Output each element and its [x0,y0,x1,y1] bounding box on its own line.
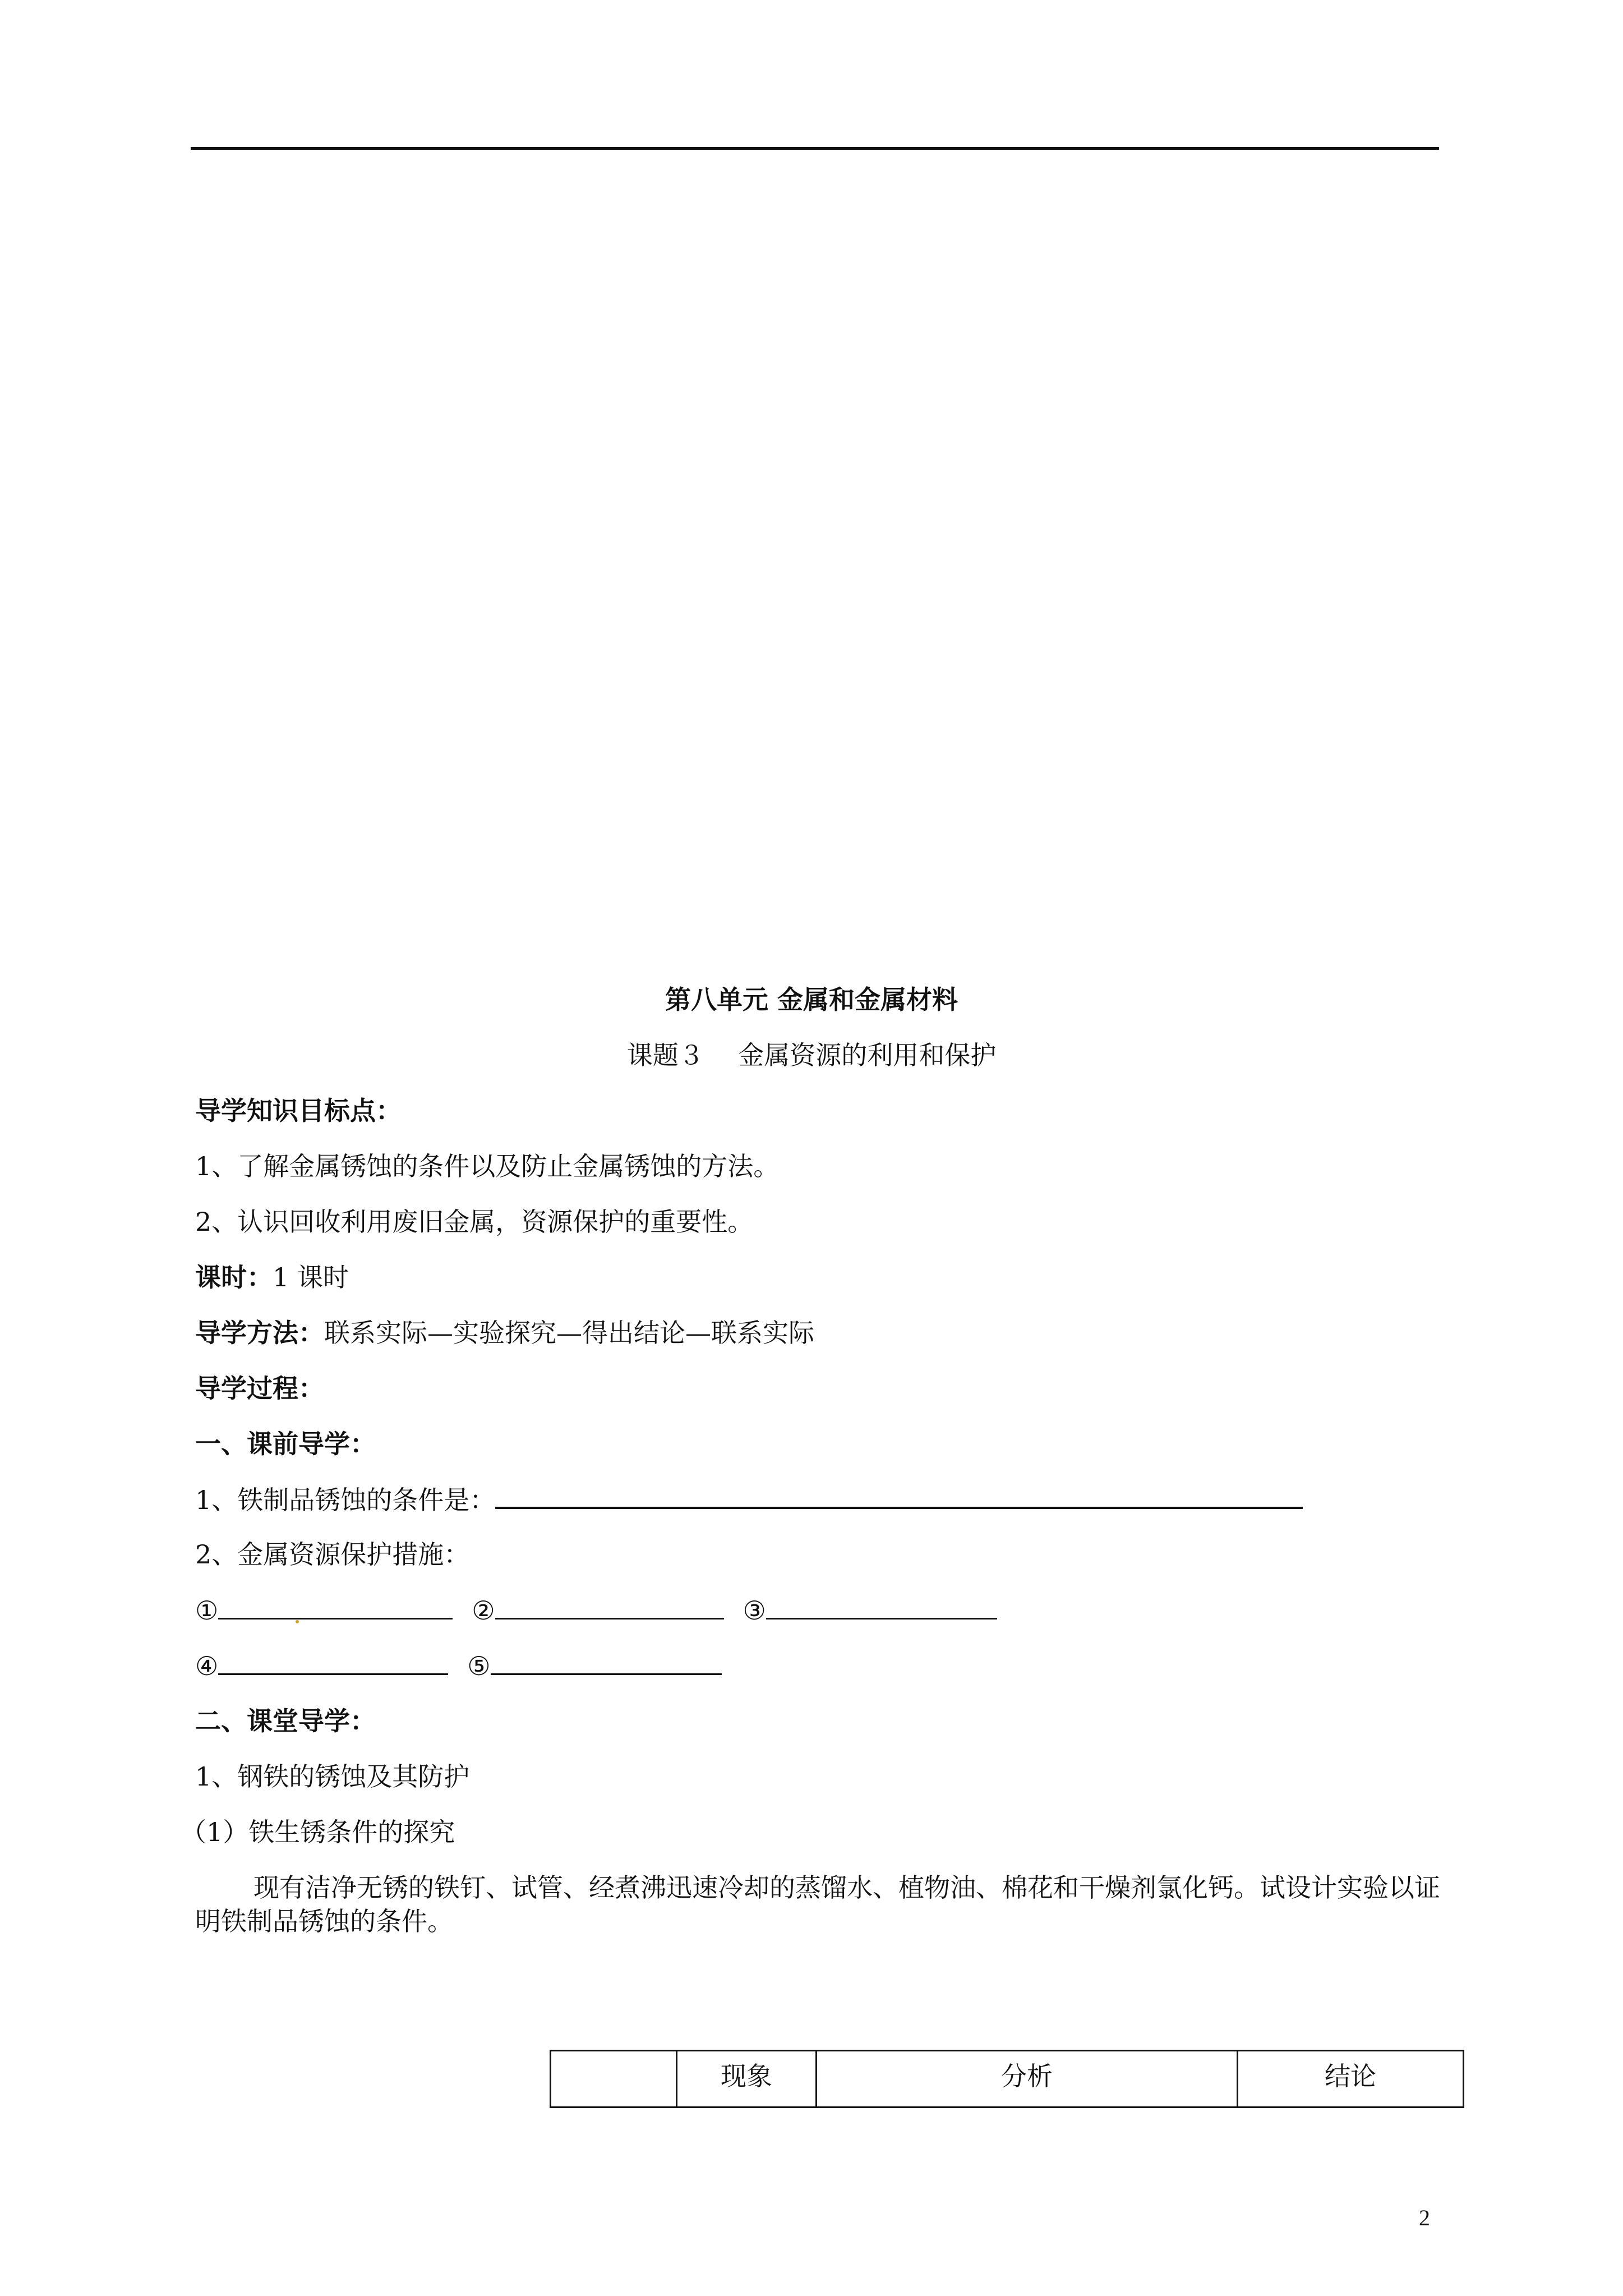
class-hours [195,1260,349,1294]
marker-5: ⑤ [467,1651,491,1681]
experiment-table [550,2050,1464,2108]
class-hours-value: 1 课时 [273,1262,349,1292]
answer-blank-4[interactable] [218,1649,448,1675]
table-header-cell: 结论 [1238,2051,1464,2108]
question-protection: 2、金属资源保护措施： [195,1539,470,1570]
method [195,1316,814,1350]
method-value: 联系实际—实验探究—得出结论—联系实际 [324,1318,814,1348]
answer-blank-2[interactable] [495,1593,724,1619]
section1-heading: 一、课前导学： [195,1429,376,1459]
objectives-heading: 导学知识目标点： [195,1096,402,1126]
table-header-cell [551,2051,677,2108]
marker-3: ③ [743,1595,766,1626]
header-rule [191,147,1439,150]
objective-item: 2、认识回收利用废旧金属，资源保护的重要性。 [195,1207,754,1237]
table-header-cell: 分析 [817,2051,1238,2108]
unit-title: 第八单元 金属和金属材料 [665,984,958,1015]
answer-blank-3[interactable] [766,1593,997,1619]
marker-2: ② [472,1595,495,1626]
protection-row-1 [195,1593,997,1627]
question-label: 1、铁制品锈蚀的条件是： [195,1485,496,1515]
section2-item1: 1、钢铁的锈蚀及其防护 [195,1761,470,1792]
section2-heading: 二、课堂导学： [195,1706,376,1736]
table-header-row [551,2051,1464,2108]
class-hours-label: 课时： [195,1262,273,1292]
table-header-cell: 现象 [677,2051,817,2108]
process-heading: 导学过程： [195,1373,324,1404]
protection-row-2 [195,1649,722,1683]
page-number: 2 [1419,2205,1430,2230]
marker-1: ① [195,1595,219,1626]
objective-item: 1、了解金属锈蚀的条件以及防止金属锈蚀的方法。 [195,1151,780,1181]
experiment-paragraph: 现有洁净无锈的铁钉、试管、经煮沸迅速冷却的蒸馏水、植物油、棉花和干燥剂氯化钙。试设计实验以证明铁制品锈蚀的条件。 [195,1872,1440,1936]
section2-sub1: （1）铁生锈条件的探究 [181,1817,455,1847]
marker-4: ④ [195,1651,219,1681]
lesson-title: 课题３ 金属资源的利用和保护 [626,1040,997,1070]
answer-blank[interactable] [495,1482,1303,1509]
method-label: 导学方法： [195,1318,324,1348]
answer-blank-1[interactable] [218,1593,453,1619]
question-rust-condition [195,1482,1303,1517]
answer-blank-5[interactable] [491,1649,722,1675]
stray-mark [296,1620,299,1623]
